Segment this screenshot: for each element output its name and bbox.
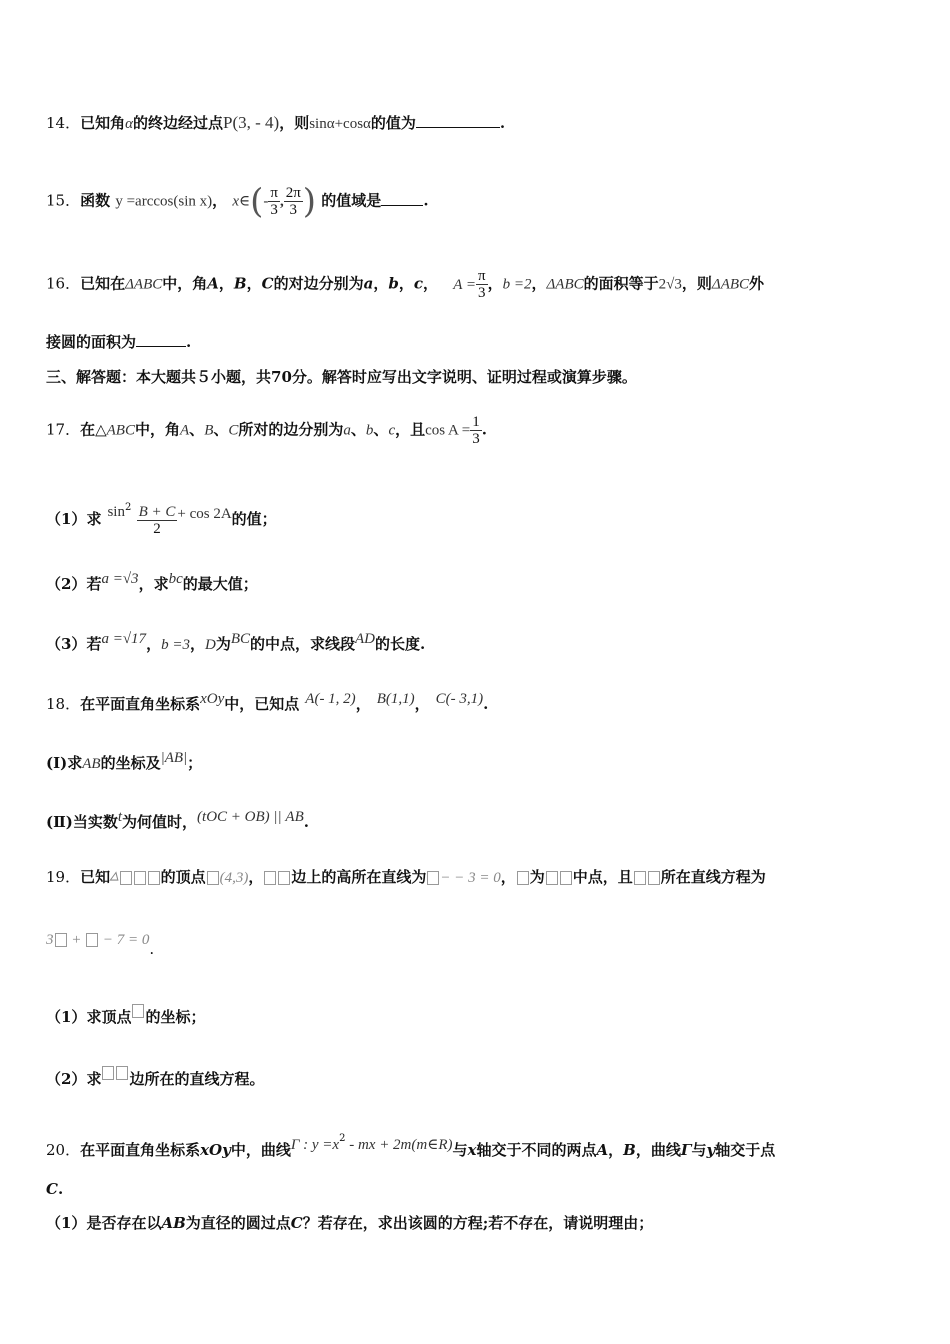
question-18-part-2: (Ⅱ)当实数t为何值时，(tOC + OB) || AB. bbox=[46, 809, 309, 831]
question-19-equation: 3 + − 7 = 0. bbox=[46, 932, 155, 958]
answer-blank[interactable] bbox=[381, 191, 423, 206]
question-20-part-1: （1）是否存在以AB为直径的圆过点C？若存在，求出该圆的方程;若不存在，请说明理由； bbox=[46, 1214, 654, 1232]
question-20: 20．在平面直角坐标系xOy中，曲线Γ : $y =x^2$ - mx + 2m(m∈R)与x轴交于不同的两点A，B，曲线Γ与y轴交于点 bbox=[46, 1133, 776, 1159]
fraction: $\frac{B + C}{2}$ bbox=[138, 503, 176, 537]
answer-blank[interactable] bbox=[136, 332, 186, 347]
question-16: 16．已知在ΔABC中，角A，B，C的对边分别为a，b，c， A = $\frac{\pi}{3}$ ，b =2，ΔABC的面积等于2√3，则ΔABC外 bbox=[46, 268, 765, 301]
question-19: 19．已知△ 的顶点 (4,3)， 边上的高所在直线为 − − 3 = 0， 为 中点，且 所在直线方程为 bbox=[46, 868, 766, 886]
question-19-part-1: （1）求顶点 的坐标； bbox=[46, 1004, 910, 1028]
question-18-part-1: (Ⅰ)求AB的坐标及|AB|； bbox=[46, 750, 203, 772]
question-17-part-3: （3）若a =√17，b =3，D为BC的中点，求线段AD的长度. bbox=[46, 631, 426, 653]
question-14: 14．已知角α的终边经过点P(3, - 4)，则sinα+cosα的值为 . bbox=[46, 113, 506, 132]
question-number: 14． bbox=[46, 114, 81, 132]
question-17: 17．在△ABC中，角A、B、C所对的边分别为a、b、c，且cos A = $\frac{1}{3}$ . bbox=[46, 414, 487, 447]
question-18: 18．在平面直角坐标系xOy中，已知点 A(- 1, 2)， B(1,1)， C(- 3,1). bbox=[46, 691, 489, 713]
answer-blank[interactable] bbox=[416, 113, 500, 128]
question-20-cont: C. bbox=[46, 1180, 64, 1198]
question-15: 15．函数 y =arccos(sin x)， x∈(- $\frac{\pi}{3}$ , $\frac{2\pi}{3}$ ) 的值域是 . bbox=[46, 181, 429, 222]
section-heading: 三、解答题：本大题共５小题，共70分。解答时应写出文字说明、证明过程或演算步骤。 bbox=[46, 368, 637, 386]
fraction: $\frac{1}{3}$ bbox=[472, 414, 480, 447]
question-16-cont: 接圆的面积为 . bbox=[46, 333, 192, 351]
question-19-part-2: （2）求 边所在的直线方程。 bbox=[46, 1066, 910, 1090]
fraction: $\frac{\pi}{3}$ bbox=[478, 268, 486, 301]
question-17-part-1: （1）求 $\sin^2$ $\frac{B + C}{2}$ + cos 2A的值； bbox=[46, 502, 277, 537]
question-17-part-2: （2）若a =√3，求bc的最大值； bbox=[46, 571, 258, 593]
fraction: $\frac{\pi}{3}$ bbox=[270, 185, 278, 218]
fraction: $\frac{2\pi}{3}$ bbox=[285, 185, 301, 218]
